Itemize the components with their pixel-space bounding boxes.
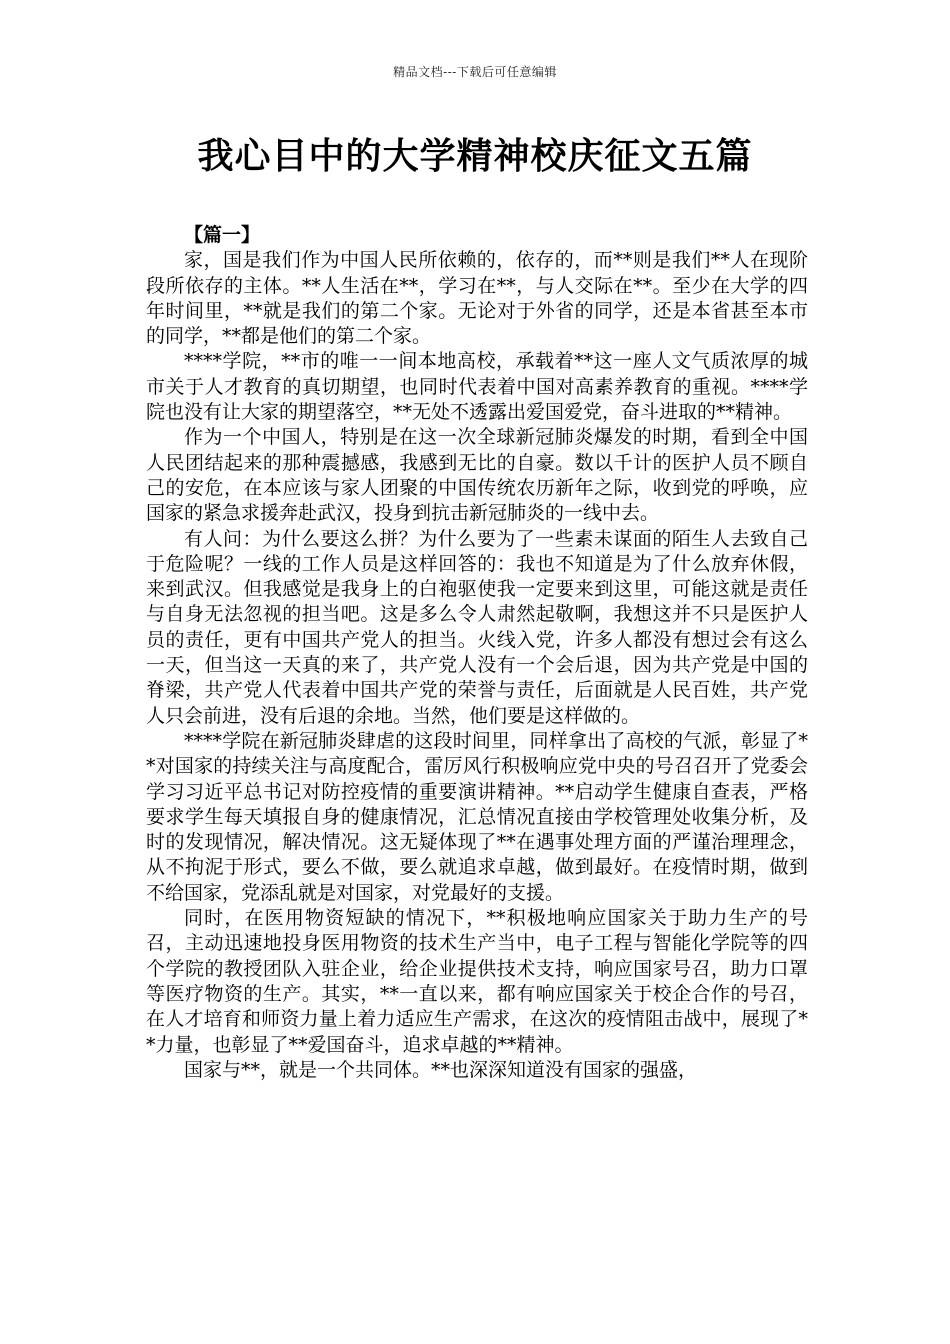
section-label: 【篇一】 bbox=[184, 224, 261, 246]
paragraph: 家，国是我们作为中国人民所依赖的，依存的，而**则是我们**人在现阶段所依存的主体。**人生活在**，学习在**，与人交际在**。至少在大学的四年时间里，**就是我们的第二个家。无论对于外省的同学，还是本省甚至本市的同学，**都是他们的第二个家。 bbox=[146, 249, 808, 348]
paragraph: ****学院，**市的唯一一间本地高校，承载着**这一座人文气质浓厚的城市关于人才教育的真切期望，也同时代表着中国对高素养教育的重视。****学院也没有让大家的期望落空，**无处不透露出爱国爱党，奋斗进取的**精神。 bbox=[146, 350, 808, 424]
paragraph: 同时，在医用物资短缺的情况下，**积极地响应国家关于助力生产的号召，主动迅速地投身医用物资的技术生产当中，电子工程与智能化学院等的四个学院的教授团队入驻企业，给企业提供技术支持，响应国家号召，助力口罩等医疗物资的生产。其实，**一直以来，都有响应国家关于校企合作的号召，在人才培育和师资力量上着力适应生产需求，在这次的疫情阻击战中，展现了**力量，也彰显了**爱国奋斗，追求卓越的**精神。 bbox=[146, 907, 808, 1056]
paragraph: ****学院在新冠肺炎肆虐的这段时间里，同样拿出了高校的气派，彰显了**对国家的持续关注与高度配合，雷厉风行积极响应党中央的号召召开了党委会学习习近平总书记对防控疫情的重要演讲精神。**启动学生健康自查表，严格要求学生每天填报自身的健康情况，汇总情况直接由学校管理处收集分析，及时的发现情况，解决情况。这无疑体现了**在遇事处理方面的严谨治理理念，从不拘泥于形式，要么不做，要么就追求卓越，做到最好。在疫情时期，做到不给国家，党添乱就是对国家，对党最好的支援。 bbox=[146, 729, 808, 904]
header-note: 精品文档---下载后可任意编辑 bbox=[393, 65, 557, 79]
document-title: 我心目中的大学精神校庆征文五篇 bbox=[197, 136, 753, 177]
document-body bbox=[146, 223, 808, 1083]
paragraph: 有人问：为什么要这么拼？为什么要为了一些素未谋面的陌生人去致自己于危险呢？一线的工作人员是这样回答的：我也不知道是为了什么放弃休假，来到武汉。但我感觉是我身上的白袍驱使我一定要来到这里，可能这就是责任与自身无法忽视的担当吧。这是多么令人肃然起敬啊，我想这并不只是医护人员的责任，更有中国共产党人的担当。火线入党，许多人都没有想过会有这么一天，但当这一天真的来了，共产党人没有一个会后退，因为共产党是中国的脊梁，共产党人代表着中国共产党的荣誉与责任，后面就是人民百姓，共产党人只会前进，没有后退的余地。当然，他们要是这样做的。 bbox=[146, 527, 808, 727]
paragraph: 作为一个中国人，特别是在这一次全球新冠肺炎爆发的时期，看到全中国人民团结起来的那种震撼感，我感到无比的自豪。数以千计的医护人员不顾自己的安危，在本应该与家人团聚的中国传统农历新年之际，收到党的呼唤，应国家的紧急求援奔赴武汉，投身到抗击新冠肺炎的一线中去。 bbox=[146, 426, 808, 525]
paragraph: 国家与**，就是一个共同体。**也深深知道没有国家的强盛， bbox=[184, 1058, 698, 1081]
